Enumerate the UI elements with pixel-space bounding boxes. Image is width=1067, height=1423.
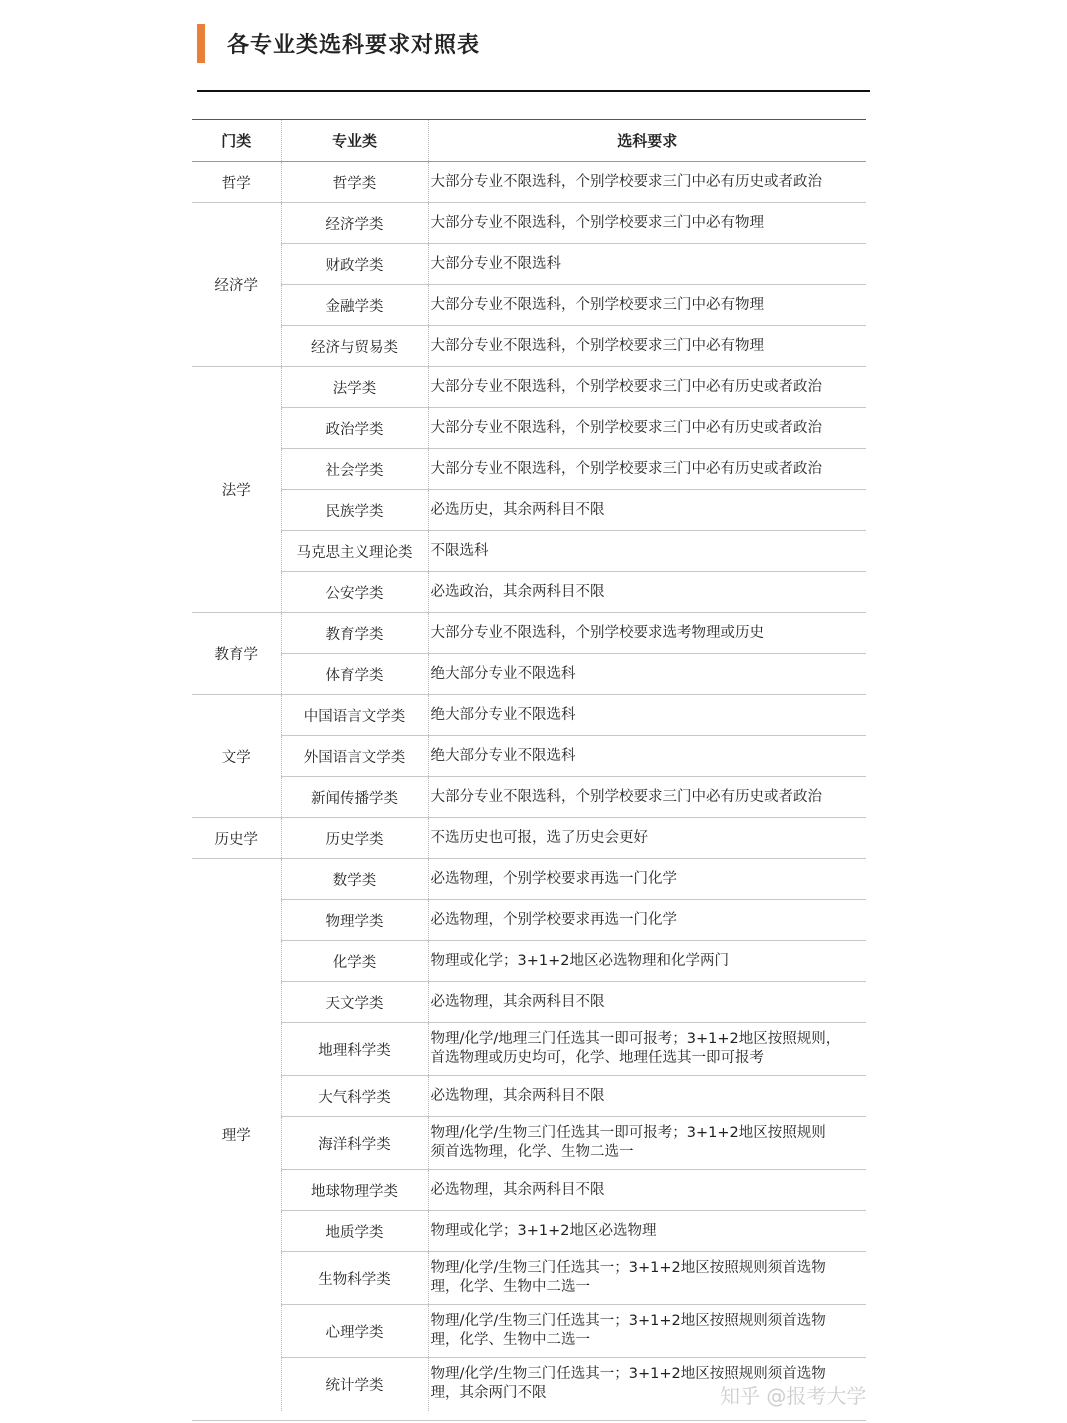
table-row — [192, 367, 866, 408]
table-row — [192, 531, 866, 572]
table-row — [192, 1117, 866, 1170]
table-row — [192, 982, 866, 1023]
table-row — [192, 777, 866, 818]
requirement-line: 必选物理，其余两科目不限 — [430, 993, 605, 1010]
category-cell: 教育学 — [192, 613, 281, 695]
requirement-line: 绝大部分专业不限选科 — [430, 747, 576, 764]
major-class-cell: 物理学类 — [281, 900, 428, 941]
requirement-line: 不限选科 — [430, 542, 489, 559]
requirement-cell — [428, 1211, 866, 1252]
major-class-cell: 统计学类 — [281, 1358, 428, 1411]
table-row — [192, 654, 866, 695]
major-class-cell: 新闻传播学类 — [281, 777, 428, 818]
major-class-cell: 外国语言文学类 — [281, 736, 428, 777]
requirement-line: 大部分专业不限选科，个别学校要求选考物理或历史 — [430, 624, 764, 641]
requirement-cell — [428, 572, 866, 613]
major-class-cell: 历史学类 — [281, 818, 428, 859]
requirement-cell — [428, 777, 866, 818]
table-row — [192, 490, 866, 531]
requirement-line: 必选政治，其余两科目不限 — [430, 583, 605, 600]
category-cell: 经济学 — [192, 203, 281, 367]
major-class-cell: 法学类 — [281, 367, 428, 408]
requirement-line: 大部分专业不限选科，个别学校要求三门中必有物理 — [430, 337, 764, 354]
requirement-cell — [428, 326, 866, 367]
requirement-cell — [428, 941, 866, 982]
table-row — [192, 859, 866, 900]
title-accent-bar — [197, 24, 205, 63]
requirement-cell — [428, 285, 866, 326]
major-class-cell: 社会学类 — [281, 449, 428, 490]
table-header-row — [192, 120, 866, 162]
table-row — [192, 818, 866, 859]
requirement-cell — [428, 982, 866, 1023]
requirement-cell — [428, 531, 866, 572]
major-class-cell: 民族学类 — [281, 490, 428, 531]
table-row — [192, 162, 866, 203]
requirement-cell — [428, 244, 866, 285]
major-class-cell: 经济与贸易类 — [281, 326, 428, 367]
requirement-line: 大部分专业不限选科，个别学校要求三门中必有历史或者政治 — [430, 788, 822, 805]
requirement-line: 大部分专业不限选科 — [430, 255, 561, 272]
table-row — [192, 1076, 866, 1117]
title-block — [197, 24, 877, 64]
category-cell: 法学 — [192, 367, 281, 613]
requirement-line: 大部分专业不限选科，个别学校要求三门中必有历史或者政治 — [430, 378, 822, 395]
requirement-line: 理，化学、生物中二选一 — [430, 1332, 590, 1348]
table-row — [192, 941, 866, 982]
table-bottom-rule — [192, 1420, 866, 1421]
major-class-cell: 心理学类 — [281, 1305, 428, 1358]
table-row — [192, 695, 866, 736]
requirement-line: 不选历史也可报，选了历史会更好 — [430, 829, 648, 846]
requirement-cell — [428, 654, 866, 695]
table-row — [192, 285, 866, 326]
requirement-line: 物理/化学/地理三门任选其一即可报考；3+1+2地区按照规则， — [430, 1031, 841, 1047]
table-row — [192, 326, 866, 367]
major-class-cell: 地理科学类 — [281, 1023, 428, 1076]
major-class-cell: 化学类 — [281, 941, 428, 982]
requirement-cell — [428, 449, 866, 490]
major-class-cell: 大气科学类 — [281, 1076, 428, 1117]
major-class-cell: 数学类 — [281, 859, 428, 900]
major-class-cell: 中国语言文学类 — [281, 695, 428, 736]
requirement-cell — [428, 859, 866, 900]
major-class-cell: 教育学类 — [281, 613, 428, 654]
requirement-line: 理，其余两门不限 — [430, 1385, 547, 1402]
major-class-cell: 政治学类 — [281, 408, 428, 449]
requirement-line: 必选历史，其余两科目不限 — [430, 501, 605, 518]
requirement-line: 物理或化学；3+1+2地区必选物理和化学两门 — [430, 952, 729, 969]
major-class-cell: 哲学类 — [281, 162, 428, 203]
requirement-line: 必选物理，其余两科目不限 — [430, 1181, 605, 1198]
category-cell: 文学 — [192, 695, 281, 818]
requirement-line: 首选物理或历史均可，化学、地理任选其一即可报考 — [430, 1050, 764, 1066]
category-cell: 理学 — [192, 859, 281, 1411]
table-row — [192, 1023, 866, 1076]
table-row — [192, 1170, 866, 1211]
header-req: 选科要求 — [428, 120, 866, 162]
requirements-table — [192, 119, 866, 1411]
major-class-cell: 金融学类 — [281, 285, 428, 326]
category-cell: 历史学 — [192, 818, 281, 859]
requirement-cell — [428, 1076, 866, 1117]
requirement-cell — [428, 203, 866, 244]
requirement-cell — [428, 1117, 866, 1170]
requirement-cell — [428, 1023, 866, 1076]
major-class-cell: 经济学类 — [281, 203, 428, 244]
requirement-cell — [428, 736, 866, 777]
requirement-cell — [428, 1252, 866, 1305]
table-row — [192, 1211, 866, 1252]
watermark: 知乎 @报考大学 — [720, 1384, 867, 1408]
table-row — [192, 1305, 866, 1358]
requirement-cell — [428, 900, 866, 941]
requirement-line: 物理/化学/生物三门任选其一；3+1+2地区按照规则须首选物 — [430, 1313, 826, 1329]
requirement-line: 必选物理，其余两科目不限 — [430, 1087, 605, 1104]
major-class-cell: 公安学类 — [281, 572, 428, 613]
requirement-line: 大部分专业不限选科，个别学校要求三门中必有历史或者政治 — [430, 460, 822, 477]
requirement-cell — [428, 490, 866, 531]
table-row — [192, 203, 866, 244]
major-class-cell: 财政学类 — [281, 244, 428, 285]
header-men: 门类 — [192, 120, 281, 162]
requirement-line: 物理或化学；3+1+2地区必选物理 — [430, 1222, 657, 1239]
requirement-line: 理，化学、生物中二选一 — [430, 1279, 590, 1295]
requirement-line: 绝大部分专业不限选科 — [430, 665, 576, 682]
requirement-line: 大部分专业不限选科，个别学校要求三门中必有历史或者政治 — [430, 173, 822, 190]
requirement-line: 大部分专业不限选科，个别学校要求三门中必有物理 — [430, 296, 764, 313]
requirement-cell — [428, 408, 866, 449]
major-class-cell: 生物科学类 — [281, 1252, 428, 1305]
page-title: 各专业类选科要求对照表 — [227, 33, 481, 58]
table-row — [192, 1252, 866, 1305]
major-class-cell: 地质学类 — [281, 1211, 428, 1252]
category-cell: 哲学 — [192, 162, 281, 203]
requirement-cell — [428, 695, 866, 736]
requirement-cell — [428, 162, 866, 203]
table-row — [192, 449, 866, 490]
major-class-cell: 天文学类 — [281, 982, 428, 1023]
requirement-line: 物理/化学/生物三门任选其一即可报考；3+1+2地区按照规则 — [430, 1125, 826, 1141]
requirement-cell — [428, 613, 866, 654]
requirement-line: 物理/化学/生物三门任选其一；3+1+2地区按照规则须首选物 — [430, 1366, 826, 1383]
major-class-cell: 地球物理学类 — [281, 1170, 428, 1211]
requirement-line: 物理/化学/生物三门任选其一；3+1+2地区按照规则须首选物 — [430, 1260, 826, 1276]
table-row — [192, 900, 866, 941]
table-row — [192, 613, 866, 654]
major-class-cell: 马克思主义理论类 — [281, 531, 428, 572]
table-row — [192, 736, 866, 777]
requirement-line: 须首选物理，化学、生物二选一 — [430, 1144, 634, 1160]
table-row — [192, 572, 866, 613]
major-class-cell: 海洋科学类 — [281, 1117, 428, 1170]
requirement-line: 大部分专业不限选科，个别学校要求三门中必有历史或者政治 — [430, 419, 822, 436]
table-body — [192, 162, 866, 1411]
requirement-cell — [428, 1305, 866, 1358]
requirement-line: 大部分专业不限选科，个别学校要求三门中必有物理 — [430, 214, 764, 231]
requirement-cell — [428, 818, 866, 859]
title-divider — [197, 90, 870, 92]
requirement-cell — [428, 367, 866, 408]
header-zy: 专业类 — [281, 120, 428, 162]
requirement-line: 必选物理，个别学校要求再选一门化学 — [430, 911, 677, 928]
major-class-cell: 体育学类 — [281, 654, 428, 695]
requirement-cell — [428, 1170, 866, 1211]
table-row — [192, 244, 866, 285]
requirement-line: 必选物理，个别学校要求再选一门化学 — [430, 870, 677, 887]
requirement-line: 绝大部分专业不限选科 — [430, 706, 576, 723]
table-row — [192, 408, 866, 449]
